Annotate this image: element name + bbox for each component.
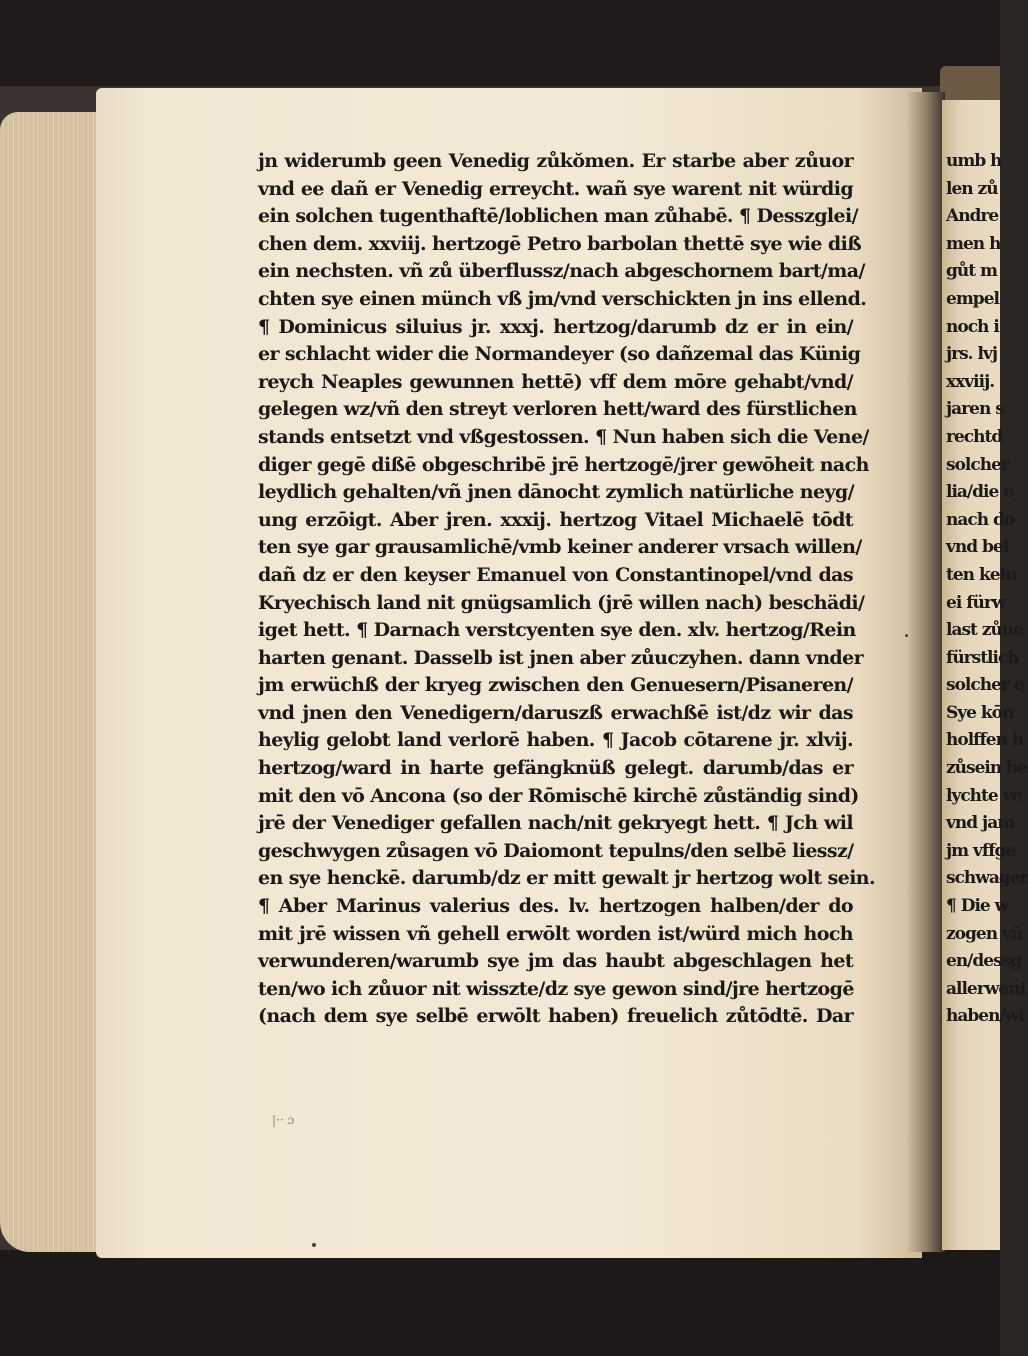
- text-line: reych Neaples gewunnen hettē) vff dem mōre gehabt/vnd/: [258, 370, 853, 393]
- ink-spot: [312, 1243, 316, 1247]
- right-page-line: zogen vñ: [946, 923, 1023, 944]
- page-marks: |·· ɔ: [272, 1113, 295, 1127]
- right-page-line: schwager: [946, 868, 1028, 889]
- text-line: ten sye gar grausamlichē/vmb keiner anderer vrsach willen/: [258, 536, 862, 559]
- text-line: (nach dem sye selbē erwōlt haben) freuelich zůtōdtē. Dar: [258, 1005, 853, 1028]
- text-line: mit jrē wissen vñ gehell erwōlt worden ist/würd mich hoch: [258, 922, 853, 945]
- text-line: vnd jnen den Venedigern/daruszß erwachßē ist/dz wir das: [258, 701, 853, 724]
- right-page-line: rechtd: [946, 426, 1003, 447]
- right-page-line: solcher: [946, 454, 1009, 475]
- right-page-line: jaren s: [946, 399, 1004, 420]
- right-page-line: allerweni: [946, 978, 1025, 999]
- text-line: verwunderen/warumb sye jm das haubt abgeschlagen het: [258, 950, 853, 973]
- text-line: diger gegē dißē obgeschribē jrē hertzogē/jrer gewōheit nach: [258, 453, 869, 476]
- text-line: jrē der Venediger gefallen nach/nit gekryegt hett. ¶ Jch wil: [258, 812, 853, 835]
- right-page-line: Sye kōn: [946, 702, 1014, 723]
- right-page-line: vnd jam: [946, 813, 1015, 834]
- text-line: jn widerumb geen Venedig zůkŏmen. Er starbe aber zůuor: [258, 150, 853, 172]
- right-page-line: ¶ Die w: [946, 896, 1009, 917]
- right-page-line: len zů: [946, 178, 998, 199]
- page-edges: [0, 112, 96, 1252]
- right-page-line: xxviij.: [946, 371, 995, 392]
- text-line: dañ dz er den keyser Emanuel von Constantinopel/vnd das: [258, 563, 853, 586]
- right-page-line: ten kein: [946, 564, 1017, 585]
- text-line: harten genant. Dasselb ist jnen aber zůuczyhen. dann vnder: [258, 646, 863, 669]
- right-page-line: en/dessg: [946, 951, 1022, 972]
- right-page-line: Andre: [946, 206, 999, 227]
- right-page-line: men h: [946, 233, 1001, 254]
- background-bottom: [0, 1250, 1000, 1356]
- text-line: hertzog/ward in harte gefängknüß gelegt. darumb/das er: [258, 757, 853, 780]
- right-page-line: noch i: [946, 316, 999, 337]
- text-line: vnd ee dañ er Venedig erreycht. wañ sye warent nit würdig: [258, 177, 853, 200]
- text-line: stands entsetzt vnd vßgestossen. ¶ Nun haben sich die Vene/: [258, 425, 869, 448]
- text-line: chten sye einen münch vß jm/vnd verschickten jn ins ellend.: [258, 287, 867, 310]
- text-line: geschwygen zůsagen vō Daiomont tepulns/den selbē liessz/: [258, 839, 854, 862]
- right-page-line: zůsein be: [946, 758, 1027, 779]
- text-line: Kryechisch land nit gnügsamlich (jrē willen nach) beschädi/: [258, 591, 865, 614]
- text-line: heylig gelobt land verlorē haben. ¶ Jacob cōtarene jr. xlvij.: [258, 729, 853, 752]
- text-line: en sye henckē. darumb/dz er mitt gewalt jr hertzog wolt sein.: [258, 867, 876, 890]
- right-page-line: haben/wi: [946, 1006, 1024, 1027]
- right-page-line: lia/die e: [946, 482, 1014, 503]
- right-page-line: ei fürw: [946, 592, 1006, 613]
- right-page-line: vnd bel: [946, 537, 1009, 558]
- right-page-line: jrs. lvj: [946, 344, 998, 365]
- right-page-line: fürstlich: [946, 647, 1019, 668]
- text-line: er schlacht wider die Normandeyer (so dañzemal das Künig: [258, 343, 861, 366]
- right-page-line: gůt m: [946, 261, 998, 282]
- right-page-line: empel: [946, 288, 999, 309]
- background-top: [0, 0, 1000, 88]
- text-line: chen dem. xxviij. hertzogē Petro barbolan thettē sye wie diß: [258, 232, 862, 255]
- text-line: ¶ Dominicus siluius jr. xxxj. hertzog/darumb dz er in ein/: [258, 315, 853, 338]
- margin-dot: [905, 634, 908, 637]
- right-page-line: umb h: [946, 151, 1002, 171]
- text-line: ung erzōigt. Aber jren. xxxij. hertzog Vitael Michaelē tōdt: [258, 508, 853, 531]
- right-page-line: nach do: [946, 509, 1015, 530]
- text-line: jm erwüchß der kryeg zwischen den Genuesern/Pisaneren/: [258, 674, 853, 697]
- text-line: ¶ Aber Marinus valerius des. lv. hertzogen halben/der do: [258, 895, 853, 918]
- text-line: gelegen wz/vñ den streyt verloren hett/ward des fürstlichen: [258, 398, 857, 421]
- book-gutter: [905, 92, 945, 1252]
- right-page-line: lychte ve: [946, 785, 1022, 806]
- text-line: iget hett. ¶ Darnach verstcyenten sye den. xlv. hertzog/Rein: [258, 619, 856, 642]
- right-page-line: holffen h: [946, 730, 1024, 751]
- right-page-line: last zůue: [946, 620, 1024, 641]
- left-page-text: [258, 148, 876, 1031]
- text-line: mit den vō Ancona (so der Rōmischē kirchē zůständig sind): [258, 784, 859, 807]
- right-page-line: solcher e: [946, 675, 1024, 696]
- text-line: ein solchen tugenthaftē/loblichen man zůhabē. ¶ Desszglei/: [258, 205, 858, 228]
- right-page-line: jm vffge: [946, 840, 1016, 861]
- text-line: ten/wo ich zůuor nit wisszte/dz sye gewon sind/jre hertzogē: [258, 977, 854, 1000]
- text-line: leydlich gehalten/vñ jnen dānocht zymlich natürliche neyg/: [258, 481, 854, 504]
- right-page-text: [946, 148, 1028, 1031]
- text-line: ein nechsten. vñ zů überflussz/nach abgeschornem bart/ma/: [258, 260, 865, 283]
